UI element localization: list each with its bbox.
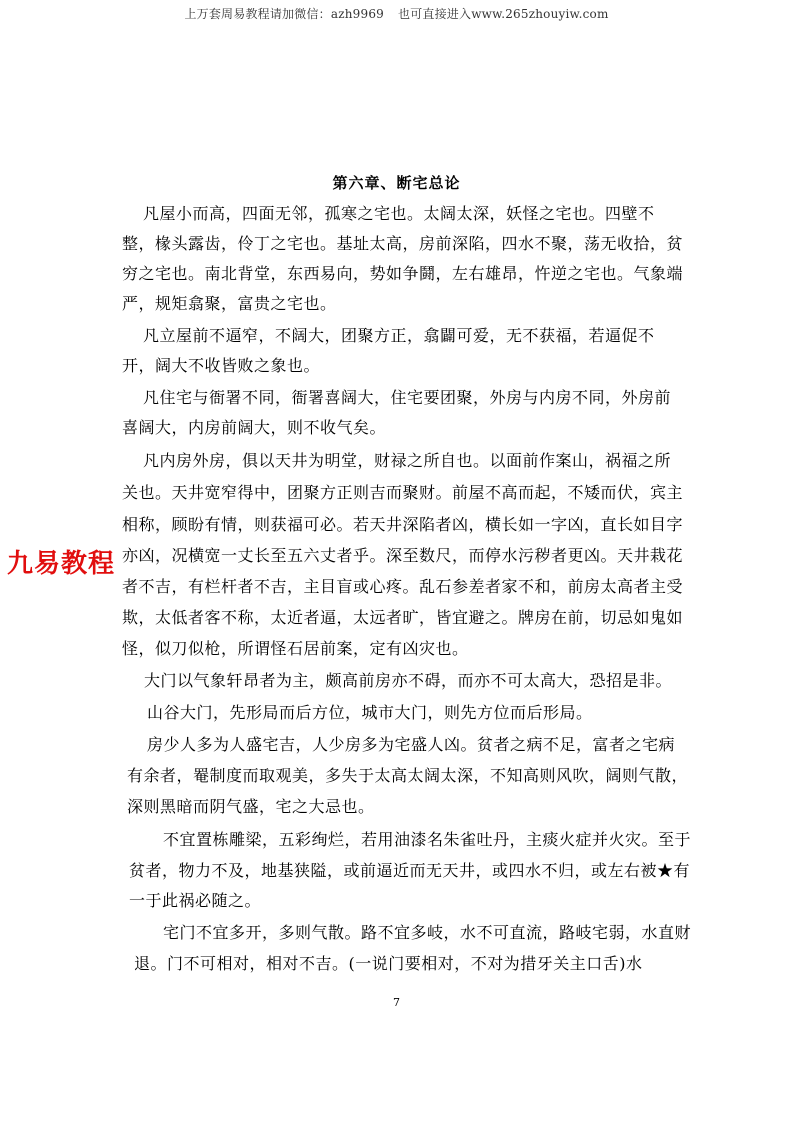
text-line: 退。门不可相对，相对不吉。(一说门要相对，不对为措牙关主口舌)水 [134, 954, 643, 973]
text-line: 穷之宅也。南北背堂，东西易向，势如争鬪，左右雄昂，忤逆之宅也。气象端 [122, 264, 684, 283]
watermark-logo: 九易教程 [5, 543, 117, 580]
text-line: 关也。天井宽窄得中，团聚方正则吉而聚财。前屋不高而起，不矮而伏，宾主 [122, 483, 684, 502]
text-line: 严，规矩翕聚，富贵之宅也。 [122, 294, 337, 313]
text-line: 怪，似刀似枪，所谓怪石居前案，定有凶灾也。 [122, 639, 469, 658]
text-line: 凡内房外房，俱以天井为明堂，财禄之所自也。以面前作案山，祸福之所 [143, 451, 672, 470]
header-ad-note [0, 5, 793, 22]
text-line: 山谷大门，先形局而后方位，城市大门，则先方位而后形局。 [147, 703, 593, 722]
text-line: 欺，太低者客不称，太近者逼，太远者旷，皆宜避之。牌房在前，切忌如鬼如 [122, 608, 684, 627]
header-contact-text: 上万套周易教程请加微信：azh9969 [184, 7, 384, 21]
text-line: 喜阔大，内房前阔大，则不收气矣。 [122, 418, 387, 437]
text-line: 凡住宅与衙署不同，衙署喜阔大，住宅要团聚，外房与内房不同，外房前 [143, 388, 672, 407]
header-site-text: 也可直接进入www.265zhouyiw.com [398, 7, 609, 21]
text-line: 深则黑暗而阴气盛，宅之大忌也。 [127, 797, 375, 816]
text-line: 房少人多为人盛宅吉，人少房多为宅盛人凶。贫者之病不足，富者之宅病 [147, 735, 676, 754]
page-number: 7 [393, 996, 400, 1009]
chapter-title: 第六章、断宅总论 [332, 174, 461, 192]
text-line: 开，阔大不收皆败之象也。 [122, 356, 321, 375]
text-line: 相称，顾盼有情，则获福可必。若天井深陷者凶，横长如一字凶，直长如目字 [122, 515, 684, 534]
text-line: 一于此祸必随之。 [129, 891, 262, 910]
text-line: 大门以气象轩昂者为主，颇高前房亦不碍，而亦不可太高大，恐招是非。 [144, 671, 673, 690]
text-line: 宅门不宜多开，多则气散。路不宜多岐，水不可直流，路岐宅弱，水直财 [163, 923, 692, 942]
text-line: 有余者，罨制度而取观美，多失于太高太阔太深，不知高则风吹，阔则气散， [127, 766, 689, 785]
text-line: 贫者，物力不及，地基狭隘，或前逼近而无天井，或四水不归，或左右被★有 [129, 861, 691, 880]
text-line: 凡立屋前不逼窄，不阔大，团聚方正，翕闢可爱，无不获福，若逼促不 [143, 326, 655, 345]
text-line: 亦凶，况横宽一丈长至五六丈者乎。深至数尺，而停水污秽者更凶。天井栽花 [122, 546, 684, 565]
text-line: 者不吉，有栏杆者不吉，主目盲或心疼。乱石参差者家不和，前房太高者主受 [122, 577, 684, 596]
text-line: 凡屋小而高，四面无邻，孤寒之宅也。太阔太深，妖怪之宅也。四壁不 [143, 204, 655, 223]
text-line: 整，椽头露齿，伶丁之宅也。基址太高，房前深陷，四水不聚，荡无收拾，贫 [122, 234, 684, 253]
text-line: 不宜置栋雕梁，五彩绚烂，若用油漆名朱雀吐丹，主痰火症并火灾。至于 [163, 830, 692, 849]
